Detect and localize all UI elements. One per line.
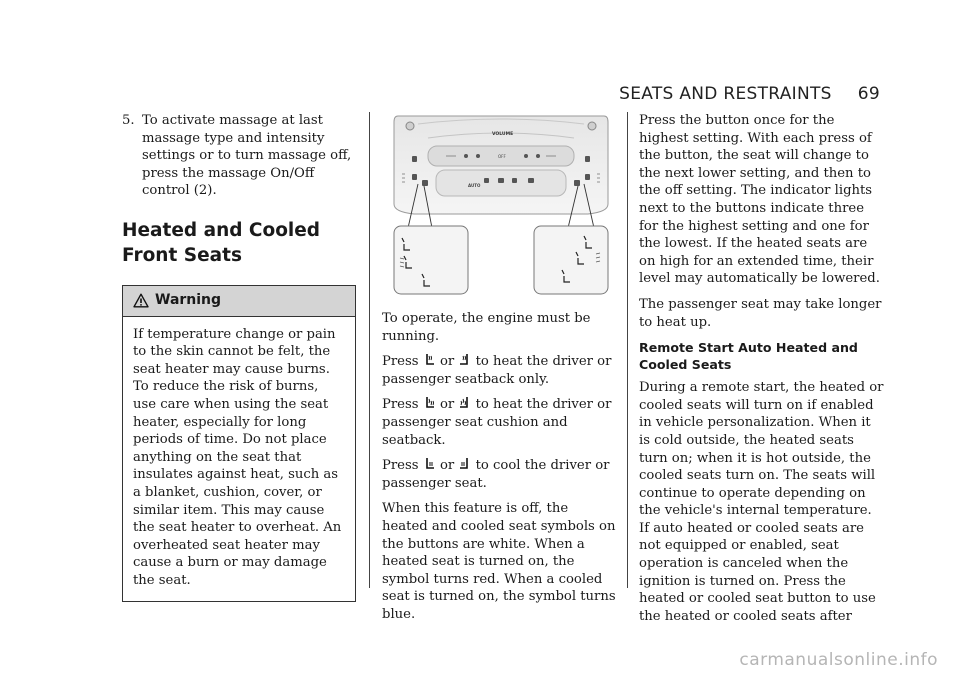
text-press: Press	[382, 458, 419, 474]
cooled-seat-passenger-icon	[459, 457, 470, 471]
heated-seatback-driver-icon	[424, 353, 435, 367]
climate-control-panel-figure	[388, 112, 614, 298]
column-1	[122, 112, 356, 602]
paragraph-passenger-heat: The passenger seat may take longer to heat up.	[639, 296, 882, 330]
paragraph-engine-running: To operate, the engine must be running.	[382, 311, 591, 344]
warning-title: Warning	[155, 291, 222, 308]
subheading-remote-start: Remote Start Auto Heated and Cooled Seats	[639, 340, 858, 373]
section-title: SEATS AND RESTRAINTS	[619, 84, 832, 104]
figure-auto-label: AUTO	[468, 183, 481, 188]
paragraph-seat-cool	[382, 457, 618, 492]
paragraph-settings: Press the button once for the highest setting. With each press of the button, the seat will change to the next lower setting, and then to the off setting. The indicator lights next to the buttons indicate three for the highest setting and one for the lowest. If the heated seats are on high for an extended time, their level may automatically be lowered.	[639, 113, 880, 287]
figure-volume-label: VOLUME	[492, 132, 514, 137]
text-rest: to heat the driver or passenger seatback only.	[382, 354, 612, 387]
step-text: To activate massage at last massage type and intensity settings or to turn massage off, press the massage On/Off control (2).	[142, 113, 352, 199]
page-header	[619, 84, 880, 104]
text-press: Press	[382, 397, 419, 413]
heated-seat-cushion-driver-icon	[424, 396, 435, 410]
text-or: or	[439, 354, 455, 370]
section-heading: Heated and Cooled Front Seats	[122, 219, 321, 266]
paragraph-seatback-heat	[382, 353, 618, 388]
text-press: Press	[382, 354, 419, 370]
warning-header	[123, 286, 355, 317]
watermark: carmanualsonline.info	[739, 650, 938, 670]
paragraph-symbol-colors: When this feature is off, the heated and cooled seat symbols on the buttons are white. When a heated seat is turned on, the symbol turns red. When a cooled seat is turned on, the symbol turns blue.	[382, 501, 616, 622]
figure-off-label: OFF	[498, 154, 506, 159]
text-rest: to cool the driver or passenger seat.	[382, 458, 610, 491]
paragraph-cushion-heat	[382, 396, 618, 449]
column-divider-right	[627, 112, 628, 588]
warning-triangle-icon	[133, 293, 149, 308]
heated-seat-cushion-passenger-icon	[459, 396, 470, 410]
page-number: 69	[857, 84, 880, 104]
warning-text: If temperature change or pain to the skin cannot be felt, the seat heater may cause burns. To reduce the risk of burns, use care when using the seat heater, especially for long periods of time. Do not place anything on the seat that insulates against heat, such as a blanket, cushion, cover, or similar item. This may cause the seat heater to overheat. An overheated seat heater may cause a burn or may damage the seat.	[133, 326, 342, 588]
step-number: 5.	[122, 113, 135, 128]
warning-box	[122, 285, 356, 603]
column-divider-left	[369, 112, 370, 588]
paragraph-remote-start: During a remote start, the heated or cooled seats will turn on if enabled in vehicle personalization. When it is cold outside, the heated seats turn on; when it is hot outside, the cooled seats turn on. The seats will continue to operate depending on the vehicle's internal temperature. If auto heated or cooled seats are not equipped or enabled, seat operation is canceled when the ignition is turned on. Press the heated or cooled seat button to use the heated or cooled seats after	[639, 380, 884, 624]
text-rest: to heat the driver or passenger seat cushion and seatback.	[382, 397, 612, 448]
step-5	[122, 112, 356, 200]
text-or: or	[439, 458, 455, 474]
heated-seatback-passenger-icon	[459, 353, 470, 367]
text-or: or	[439, 397, 455, 413]
column-2	[382, 112, 618, 632]
cooled-seat-driver-icon	[424, 457, 435, 471]
column-3	[639, 112, 885, 633]
